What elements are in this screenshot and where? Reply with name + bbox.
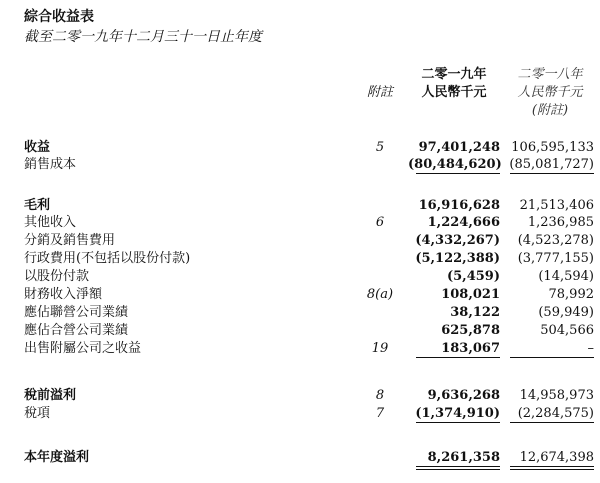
- row-label: 毛利: [24, 198, 51, 213]
- row-previous-value: 1,236,985: [527, 215, 594, 230]
- row-previous-value: (14,594): [538, 269, 594, 284]
- previous-footnote-label: (附註): [531, 103, 569, 118]
- table-row: [0, 232, 600, 249]
- table-row: [0, 387, 600, 404]
- column-header-previous-year: [506, 66, 594, 120]
- row-label: 以股份付款: [24, 269, 90, 284]
- table-row: [0, 197, 600, 214]
- row-previous-value: (3,777,155): [517, 251, 594, 266]
- row-label: 分銷及銷售費用: [24, 233, 116, 248]
- row-previous-value: (4,523,278): [517, 233, 594, 248]
- table-row: [0, 322, 600, 339]
- row-label: 財務收入淨額: [24, 287, 103, 302]
- table-row: [0, 304, 600, 321]
- table-row: [0, 286, 600, 303]
- row-note: 19: [371, 341, 389, 356]
- row-previous-value: 21,513,406: [519, 198, 594, 213]
- row-current-value: 625,878: [441, 323, 500, 338]
- column-header-note: 附註: [366, 85, 393, 100]
- table-row: [0, 268, 600, 285]
- row-current-value: 183,067: [441, 341, 500, 356]
- row-label: 稅項: [24, 406, 51, 421]
- row-current-value: 38,122: [450, 305, 500, 320]
- row-label: 行政費用(不包括以股份付款): [24, 251, 191, 266]
- total-rule: [510, 422, 594, 423]
- total-rule: [416, 466, 500, 467]
- row-current-value: 16,916,628: [418, 198, 500, 213]
- row-current-value: 9,636,268: [427, 388, 500, 403]
- previous-year-label: 二零一八年: [517, 67, 583, 82]
- row-previous-value: 12,674,398: [519, 450, 594, 465]
- table-row: [0, 340, 600, 357]
- column-header-current-year: [408, 66, 500, 102]
- row-previous-value: (85,081,727): [509, 157, 594, 172]
- row-current-value: 1,224,666: [427, 215, 500, 230]
- row-label: 應佔合營公司業績: [24, 323, 129, 338]
- row-previous-value: 106,595,133: [511, 140, 594, 155]
- total-rule: [416, 173, 500, 174]
- row-previous-value: (59,949): [538, 305, 594, 320]
- table-row: [0, 139, 600, 156]
- row-label: 其他收入: [24, 215, 77, 230]
- row-previous-value: (2,284,575): [517, 406, 594, 421]
- row-note: 7: [375, 406, 385, 421]
- table-row: [0, 250, 600, 267]
- row-current-value: (80,484,620): [408, 157, 502, 172]
- row-current-value: (5,459): [446, 269, 500, 284]
- row-label: 稅前溢利: [24, 388, 77, 403]
- row-current-value: 97,401,248: [418, 140, 500, 155]
- row-label: 銷售成本: [24, 157, 77, 172]
- total-rule: [510, 173, 594, 174]
- total-rule: [416, 469, 500, 470]
- total-rule: [510, 357, 594, 358]
- row-previous-value: 78,992: [548, 287, 594, 302]
- row-previous-value: 14,958,973: [519, 388, 594, 403]
- row-label: 本年度溢利: [24, 450, 90, 465]
- statement-title: 綜合收益表: [24, 9, 94, 25]
- table-row: [0, 156, 600, 173]
- row-current-value: 108,021: [441, 287, 500, 302]
- row-current-value: (4,332,267): [415, 233, 500, 248]
- row-current-value: (1,374,910): [415, 406, 500, 421]
- row-note: 8: [375, 388, 385, 403]
- row-note: 5: [375, 140, 385, 155]
- row-current-value: 8,261,358: [427, 450, 500, 465]
- total-rule: [510, 466, 594, 467]
- total-rule: [416, 422, 500, 423]
- table-row: [0, 405, 600, 422]
- current-currency-label: 人民幣千元: [421, 85, 487, 100]
- table-row: [0, 214, 600, 231]
- row-previous-value: 504,566: [540, 323, 594, 338]
- row-note: 6: [375, 215, 385, 230]
- current-year-label: 二零一九年: [421, 67, 487, 82]
- row-note: 8(a): [366, 287, 394, 302]
- row-label: 出售附屬公司之收益: [24, 341, 142, 356]
- total-rule: [510, 469, 594, 470]
- row-current-value: (5,122,388): [415, 251, 500, 266]
- row-previous-value: –: [587, 341, 594, 356]
- statement-subtitle: 截至二零一九年十二月三十一日止年度: [24, 29, 262, 45]
- table-row: [0, 449, 600, 466]
- row-label: 收益: [24, 140, 51, 155]
- total-rule: [416, 357, 500, 358]
- previous-currency-label: 人民幣千元: [517, 85, 583, 100]
- row-label: 應佔聯營公司業績: [24, 305, 129, 320]
